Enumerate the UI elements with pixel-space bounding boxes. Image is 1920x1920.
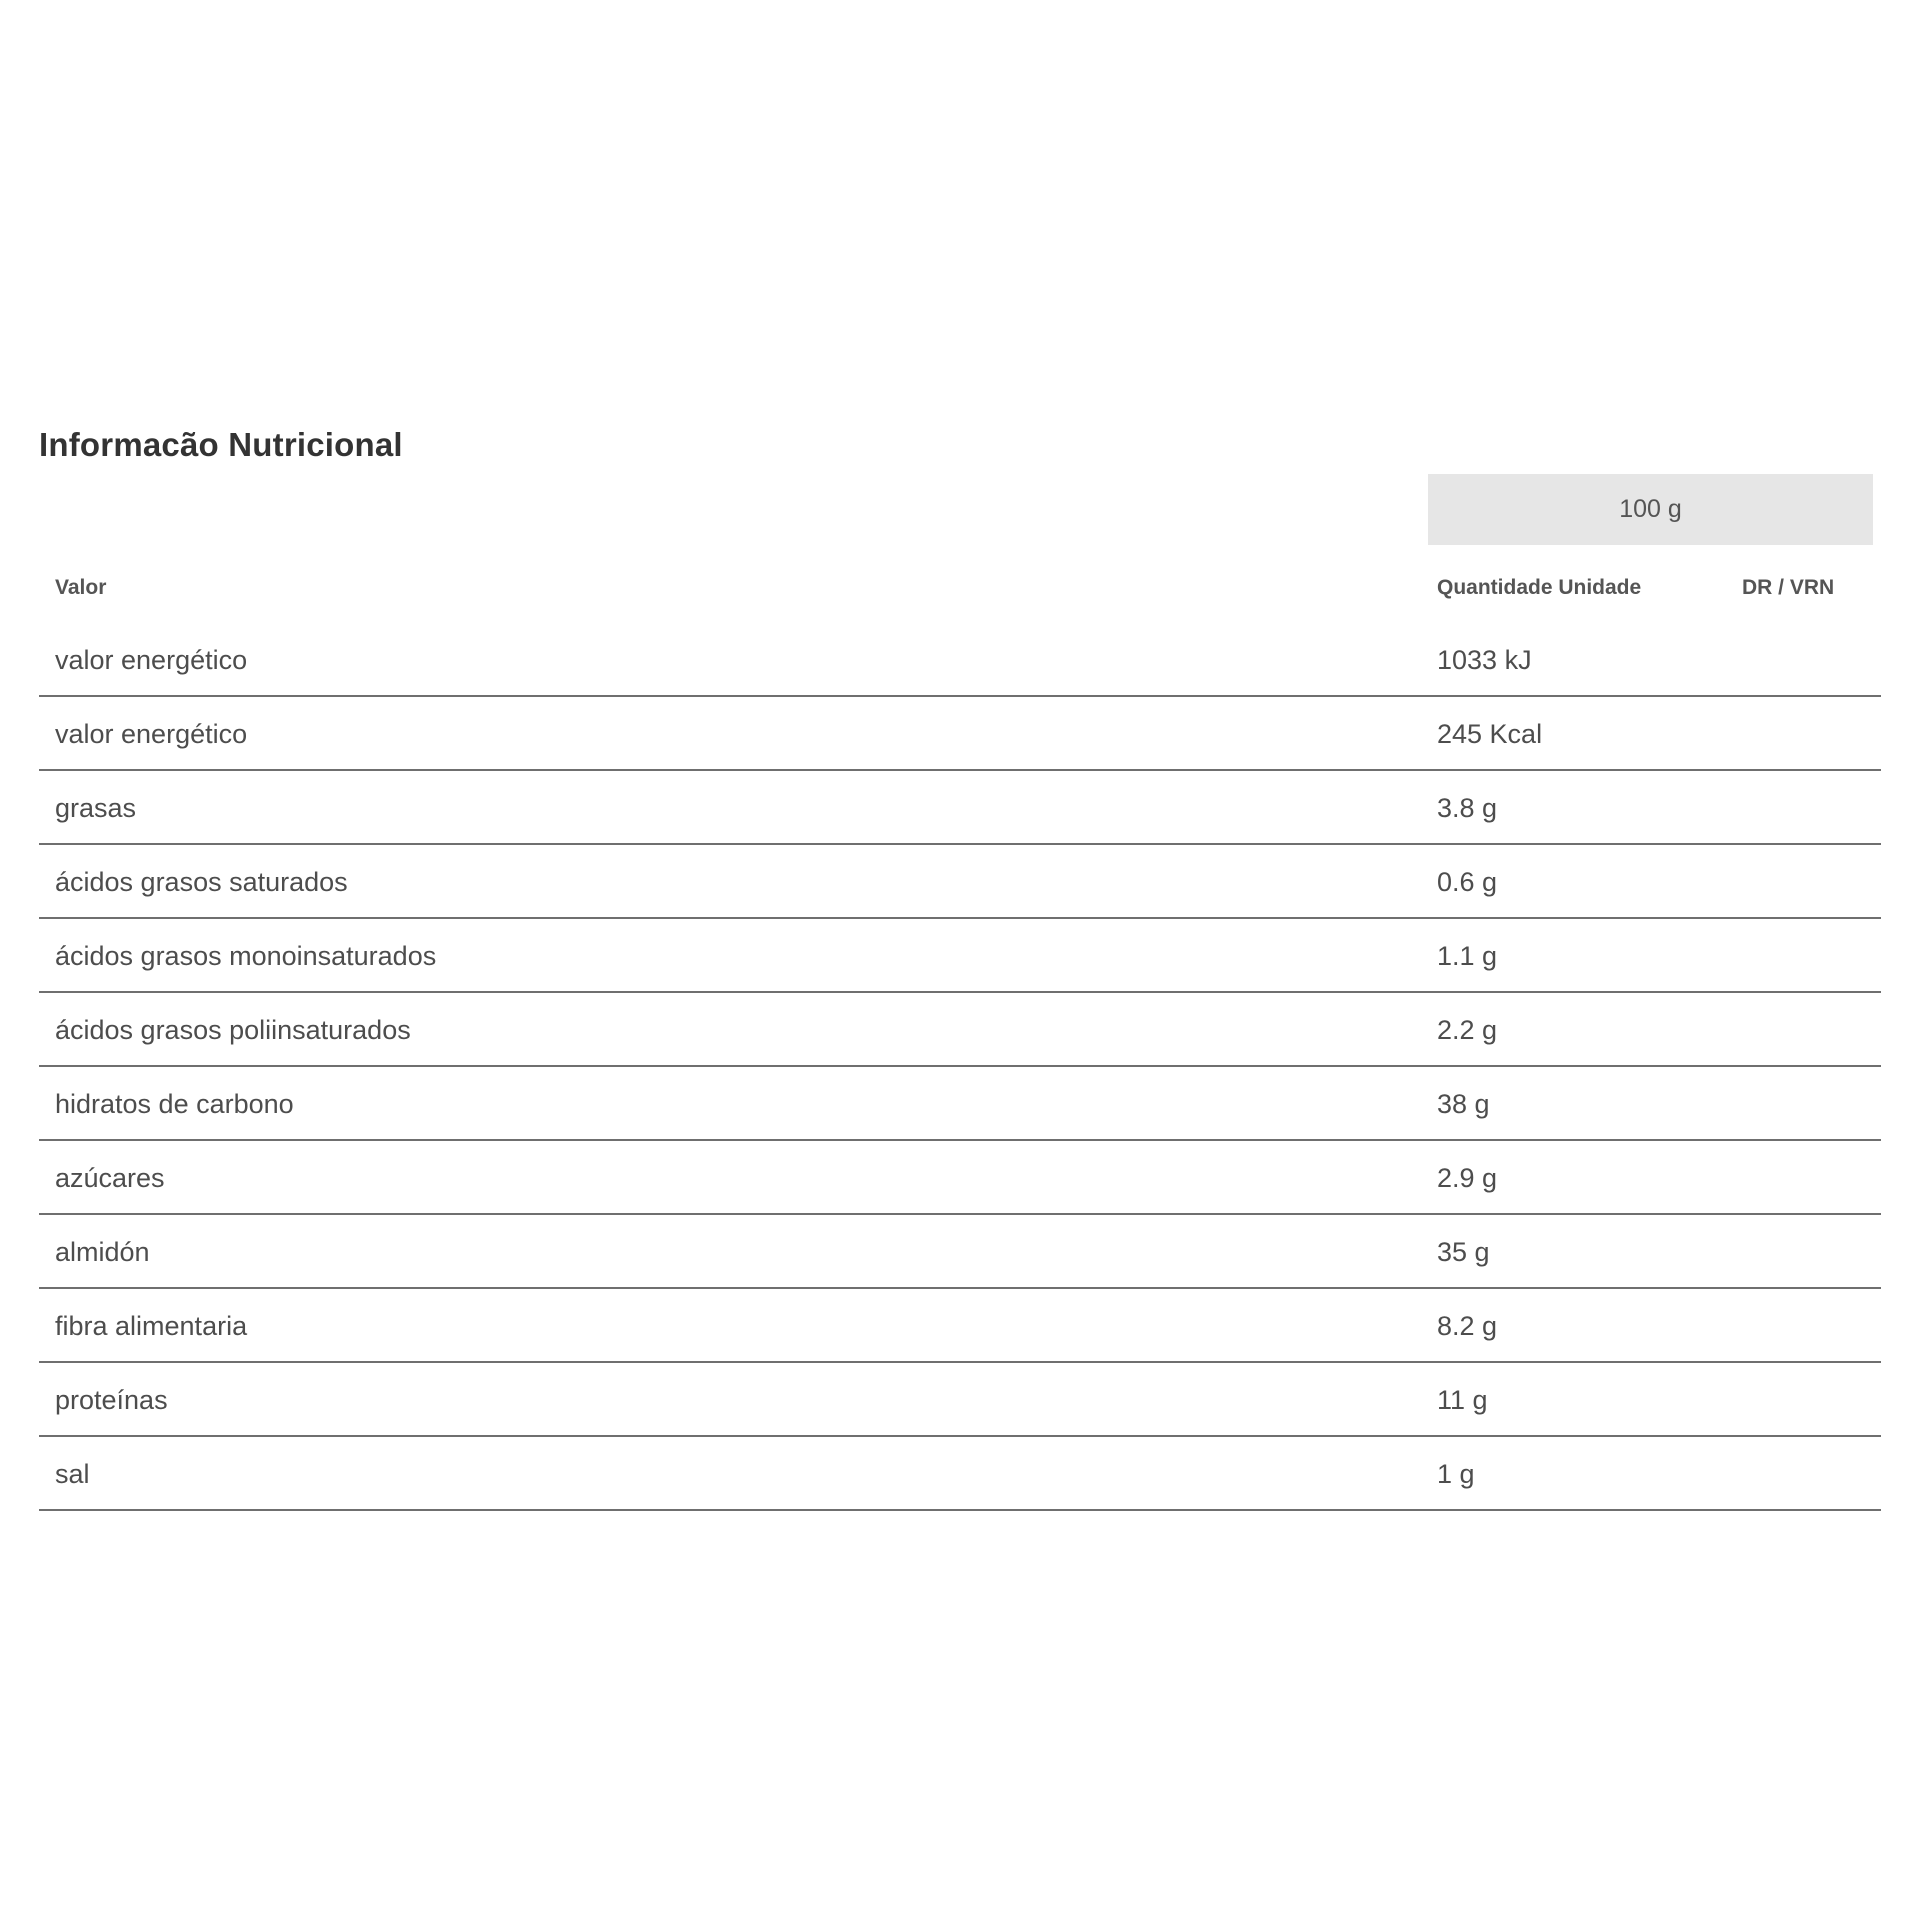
nutrient-amount: 2.2 g [1437, 1015, 1498, 1045]
nutrient-name: ácidos grasos monoinsaturados [55, 941, 437, 971]
nutrient-amount: 2.9 g [1437, 1163, 1498, 1193]
nutrient-name: ácidos grasos poliinsaturados [55, 1015, 411, 1045]
nutrient-amount: 0.6 g [1437, 867, 1498, 897]
table-row [39, 1215, 1881, 1289]
column-header-quantity-unit: Quantidade Unidade [1437, 576, 1642, 599]
nutrient-name: valor energético [55, 645, 248, 675]
nutrient-name: almidón [55, 1237, 150, 1267]
nutrient-name: azúcares [55, 1163, 165, 1193]
table-header [39, 568, 1881, 608]
table-row [39, 1141, 1881, 1215]
portion-size-header: 100 g [1428, 474, 1873, 545]
nutrient-amount: 245 Kcal [1437, 719, 1543, 749]
table-row [39, 993, 1881, 1067]
nutrient-name: fibra alimentaria [55, 1311, 248, 1341]
nutrient-name: valor energético [55, 719, 248, 749]
nutrient-amount: 38 g [1437, 1089, 1490, 1119]
table-row [39, 697, 1881, 771]
nutrient-amount: 35 g [1437, 1237, 1490, 1267]
table-row [39, 623, 1881, 697]
nutrient-amount: 11 g [1437, 1385, 1488, 1415]
nutrient-name: ácidos grasos saturados [55, 867, 348, 897]
nutrient-amount: 1 g [1437, 1459, 1475, 1489]
table-row [39, 1363, 1881, 1437]
table-row [39, 845, 1881, 919]
table-row [39, 1289, 1881, 1363]
column-header-valor: Valor [55, 576, 107, 599]
nutrient-name: grasas [55, 793, 137, 823]
table-row [39, 919, 1881, 993]
nutrient-name: sal [55, 1459, 90, 1489]
nutrition-table-body [39, 623, 1881, 1511]
table-row [39, 1437, 1881, 1511]
table-row [39, 1067, 1881, 1141]
table-row [39, 771, 1881, 845]
nutrient-amount: 8.2 g [1437, 1311, 1498, 1341]
nutrient-name: hidratos de carbono [55, 1089, 294, 1119]
nutrient-amount: 1.1 g [1437, 941, 1498, 971]
nutrient-amount: 3.8 g [1437, 793, 1498, 823]
section-title: Informacão Nutricional [39, 426, 403, 463]
nutrient-name: proteínas [55, 1385, 168, 1415]
nutrient-amount: 1033 kJ [1437, 645, 1532, 675]
column-header-dr-vrn: DR / VRN [1742, 576, 1835, 599]
